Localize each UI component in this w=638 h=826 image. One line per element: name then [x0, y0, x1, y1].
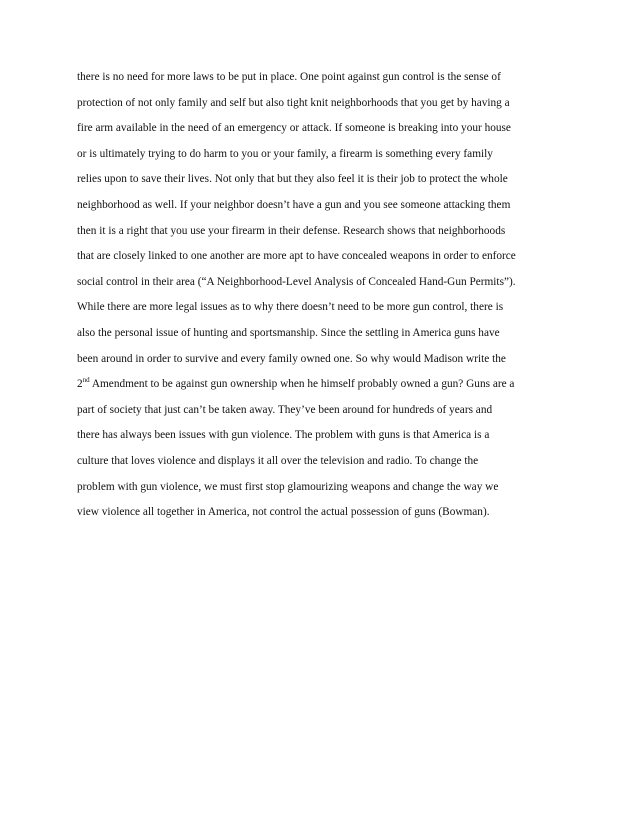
essay-paragraph [77, 69, 577, 530]
paragraph-line: or is ultimately trying to do harm to you or your family, a firearm is something every family [77, 147, 493, 160]
ordinal-superscript: nd [82, 376, 90, 385]
paragraph-line: protection of not only family and self but also tight knit neighborhoods that you get by having a [77, 96, 510, 109]
paragraph-line: view violence all together in America, not control the actual possession of guns (Bowman). [77, 506, 490, 519]
paragraph-line: social control in their area (“A Neighborhood-Level Analysis of Concealed Hand-Gun Permits”). [77, 275, 516, 288]
paragraph-line: culture that loves violence and displays it all over the television and radio. To change the [77, 454, 479, 467]
paragraph-line: also the personal issue of hunting and sportsmanship. Since the settling in America guns have [77, 326, 500, 339]
paragraph-line: relies upon to save their lives. Not only that but they also feel it is their job to protect the whole [77, 173, 508, 186]
ordinal-number: 2 [77, 378, 83, 391]
paragraph-line: While there are more legal issues as to why there doesn’t need to be more gun control, there is [77, 301, 504, 314]
paragraph-line: been around in order to survive and every family owned one. So why would Madison write the [77, 352, 506, 365]
paragraph-line: there is no need for more laws to be put in place. One point against gun control is the sense of [77, 71, 501, 83]
amendment-line [77, 376, 577, 402]
paragraph-line: problem with gun violence, we must first stop glamourizing weapons and change the way we [77, 480, 499, 493]
paragraph-line: neighborhood as well. If your neighbor doesn’t have a gun and you see someone attacking them [77, 198, 511, 211]
paragraph-line: that are closely linked to one another are more apt to have concealed weapons in order to enforce [77, 250, 516, 263]
paragraph-line: fire arm available in the need of an emergency or attack. If someone is breaking into your house [77, 122, 511, 135]
paragraph-line: part of society that just can’t be taken away. They’ve been around for hundreds of years and [77, 403, 493, 416]
amendment-line-text: Amendment to be against gun ownership when he himself probably owned a gun? Guns are a [89, 378, 515, 391]
paragraph-line: there has always been issues with gun violence. The problem with guns is that America is a [77, 429, 490, 442]
paragraph-line: then it is a right that you use your firearm in their defense. Research shows that neighborhoods [77, 224, 506, 237]
